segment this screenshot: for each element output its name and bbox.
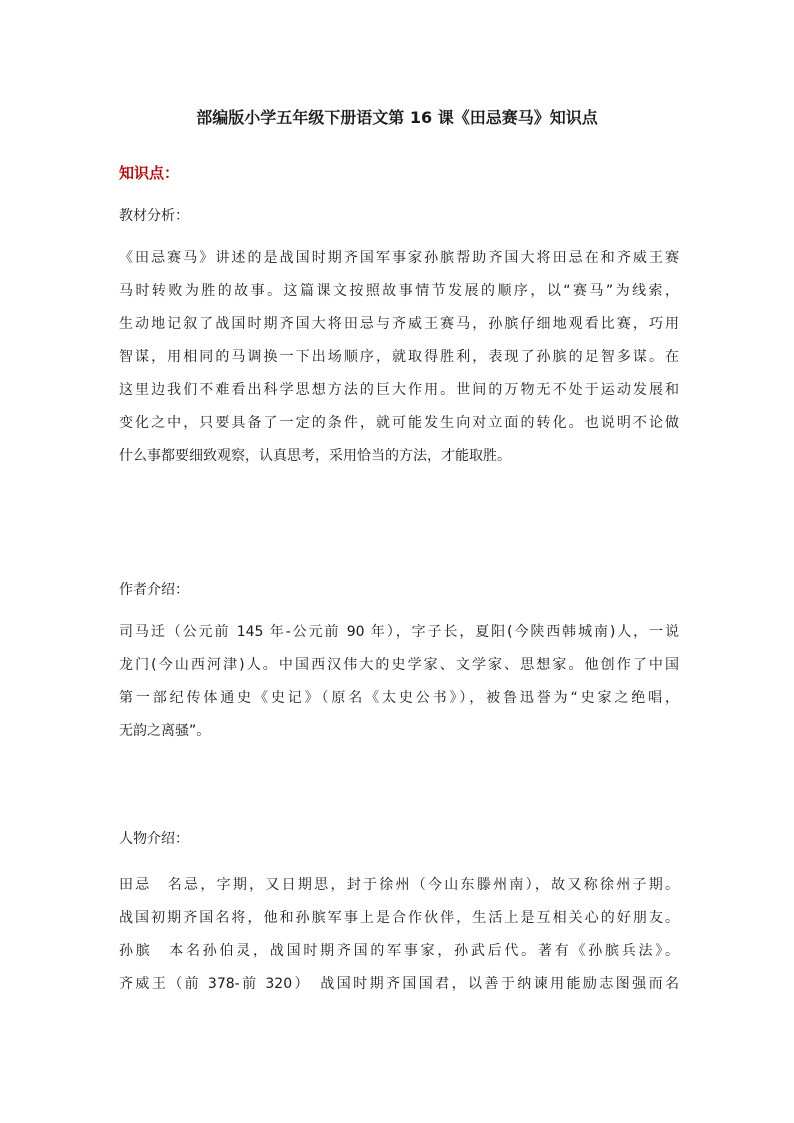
analysis-line: 变化之中，只要具备了一定的条件，就可能发生向对立面的转化。也说明不论做 <box>119 415 679 431</box>
character-line: 田忌 名忌，字期，又日期思，封于徐州（今山东滕州南），故又称徐州子期。 <box>119 877 679 893</box>
characters-label: 人物介绍： <box>119 831 189 847</box>
analysis-label: 教材分析： <box>119 208 189 224</box>
analysis-line: 这里边我们不难看出科学思想方法的巨大作用。世间的万物无不处于运动发展和 <box>119 382 679 398</box>
analysis-line: 马时转败为胜的故事。这篇课文按照故事情节发展的顺序，以“赛马”为线索， <box>119 283 679 299</box>
document-title: 部编版小学五年级下册语文第 16 课《田忌赛马》知识点 <box>196 108 598 127</box>
analysis-paragraph <box>119 242 679 473</box>
author-line: 龙门(今山西河津)人。中国西汉伟大的史学家、文学家、思想家。他创作了中国 <box>119 657 679 673</box>
analysis-line: 什么事都要细致观察，认真思考，采用恰当的方法，才能取胜。 <box>119 448 511 464</box>
characters-paragraph <box>119 869 679 1001</box>
author-line: 无韵之离骚”。 <box>119 723 211 739</box>
author-line: 司马迁（公元前 145 年-公元前 90 年），字子长，夏阳(今陕西韩城南)人，一说 <box>119 624 679 640</box>
character-line: 战国初期齐国名将，他和孙膑军事上是合作伙伴，生活上是互相关心的好朋友。 <box>119 910 679 926</box>
analysis-line: 《田忌赛马》讲述的是战国时期齐国军事家孙膑帮助齐国大将田忌在和齐威王赛 <box>119 250 679 266</box>
author-line: 第一部纪传体通史《史记》（原名《太史公书》），被鲁迅誉为“史家之绝唱， <box>119 690 679 706</box>
analysis-line: 智谋，用相同的马调换一下出场顺序，就取得胜利，表现了孙膑的足智多谋。在 <box>119 349 679 365</box>
analysis-line: 生动地记叙了战国时期齐国大将田忌与齐威王赛马，孙膑仔细地观看比赛，巧用 <box>119 316 679 332</box>
author-label: 作者介绍： <box>119 582 189 598</box>
character-line: 孙膑 本名孙伯灵，战国时期齐国的军事家，孙武后代。著有《孙膑兵法》。 <box>119 943 679 959</box>
character-line: 齐威王（前 378-前 320） 战国时期齐国国君，以善于纳谏用能励志图强而名 <box>119 976 679 992</box>
knowledge-points-heading: 知识点： <box>119 164 180 182</box>
author-paragraph <box>119 616 679 748</box>
